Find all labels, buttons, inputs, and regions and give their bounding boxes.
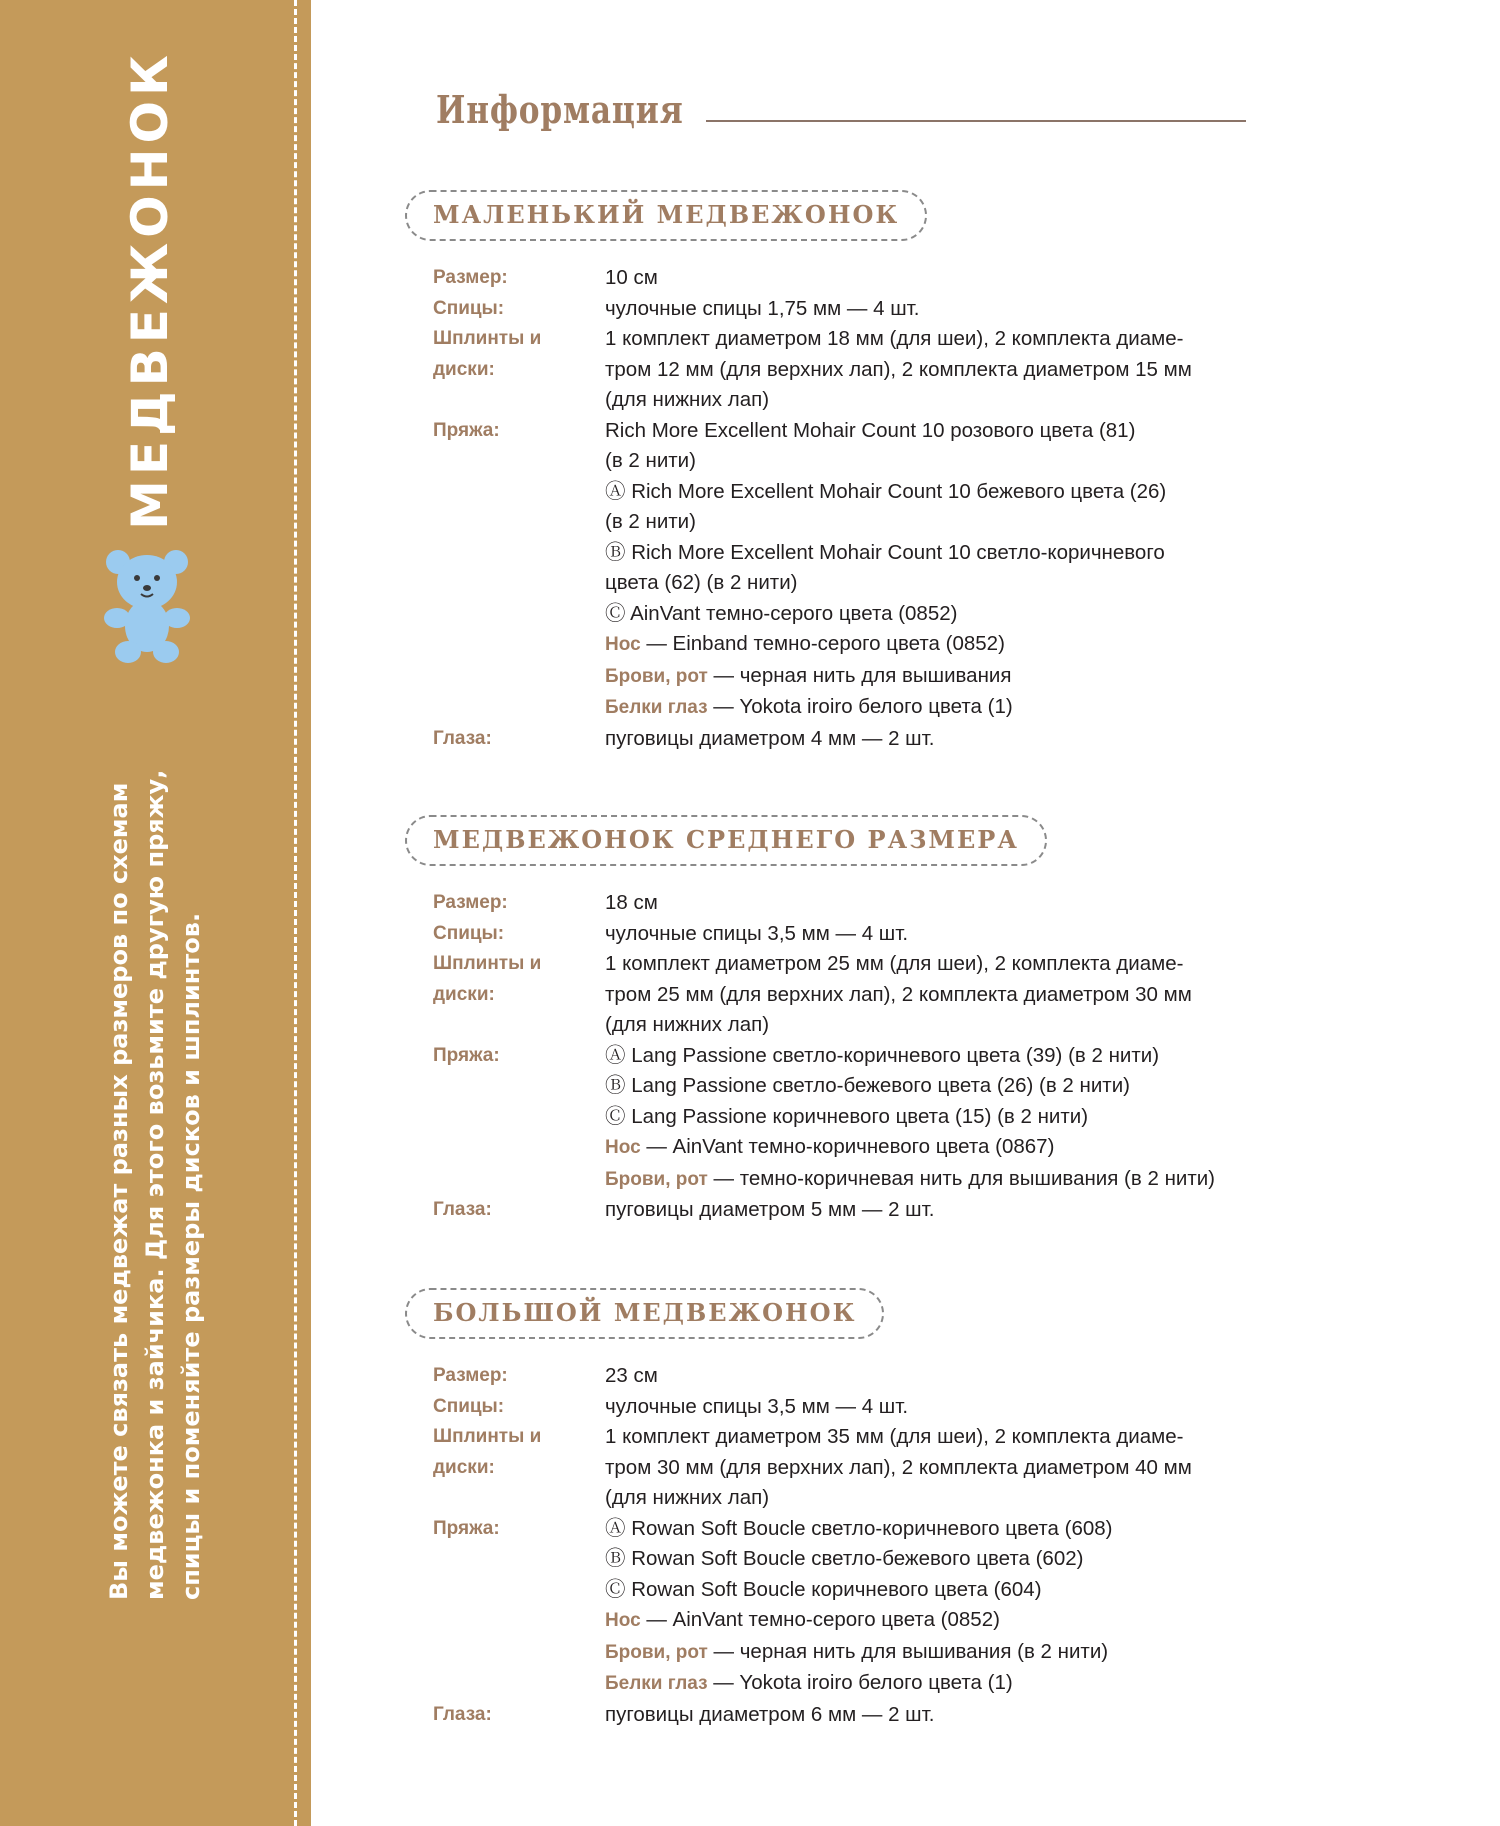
yarn-line: (в 2 нити) [605,510,696,533]
yarn-line: Ⓐ Rich More Excellent Mohair Count 10 бежевого цвета (26) [605,479,1167,503]
extra-line [605,692,1265,724]
joints-row [433,1422,1265,1514]
section-large-bear [405,1288,1265,1730]
yarn-row [433,1041,1265,1196]
needles-label: Спицы: [433,922,505,944]
brows-label: Брови, рот [605,665,708,687]
nose-label: Нос [605,634,641,655]
brows-text: — черная нить для вышивания [707,663,1012,687]
teddy-bear-icon [104,548,190,664]
size-row [433,1361,1265,1392]
yarn-row [433,1514,1265,1700]
joints-label: Шплинты и диски: [433,1426,542,1478]
extra-line [605,1605,1265,1637]
yarn-line: цвета (62) (в 2 нити) [605,571,798,594]
yarn-line: Ⓑ Rowan Soft Boucle светло-бежевого цвета (602) [605,1547,1084,1570]
section-title: БОЛЬШОЙ МЕДВЕЖОНОК [405,1288,884,1339]
eye-whites-label: Белки глаз [605,697,708,718]
yarn-row [433,416,1265,724]
yarn-label: Пряжа: [433,1517,500,1539]
extra-line [605,1637,1265,1669]
joints-line: (для нижних лап) [605,1486,770,1509]
section-small-bear [405,190,1265,754]
brows-text: — темно-коричневая нить для вышивания (в 2 нити) [707,1166,1216,1190]
size-value: 18 см [605,891,658,914]
yarn-label: Пряжа: [433,1044,500,1066]
yarn-label: Пряжа: [433,419,500,441]
size-value: 23 см [605,1364,658,1387]
joints-label: Шплинты и диски: [433,328,542,380]
nose-label: Нос [605,1137,641,1158]
yarn-line: Ⓒ AinVant темно-серого цвета (0852) [605,601,958,625]
needles-label: Спицы: [433,297,505,319]
nose-text: — AinVant темно-коричневого цвета (0867) [640,1135,1055,1158]
eye-whites-label: Белки глаз [605,1673,708,1694]
joints-line: тром 30 мм (для верхних лап), 2 комплекта диаметром 40 мм [605,1455,1192,1479]
needles-label: Спицы: [433,1395,505,1417]
nose-text: — Einband темно-серого цвета (0852) [640,632,1005,655]
brows-label: Брови, рот [605,1168,708,1190]
section-medium-bear [405,815,1265,1226]
eyes-value: пуговицы диаметром 6 мм — 2 шт. [605,1702,935,1726]
eyes-label: Глаза: [433,727,492,749]
eyes-row [433,1700,1265,1731]
sidebar-note: Вы можете связать медвежат разных размеров по схемам медвежонка и зайчика. Для этого возьмите другую пряжу, спицы и поменяйте размеры дисков и шплинтов. [105,769,205,1600]
needles-value: чулочные спицы 1,75 мм — 4 шт. [605,296,920,320]
joints-line: 1 комплект диаметром 25 мм (для шеи), 2 комплекта диаме- [605,952,1184,975]
page-title-text: Информация [436,87,684,132]
title-rule [706,120,1246,122]
extra-line [605,629,1265,661]
page-title [436,72,1246,132]
brows-label: Брови, рот [605,1641,708,1663]
eyes-value: пуговицы диаметром 5 мм — 2 шт. [605,1198,935,1221]
size-label: Размер: [433,267,508,288]
size-row [433,263,1265,294]
joints-row [433,324,1265,416]
joints-line: (для нижних лап) [605,388,770,411]
brows-text: — черная нить для вышивания (в 2 нити) [707,1639,1109,1663]
needles-value: чулочные спицы 3,5 мм — 4 шт. [605,1394,909,1418]
eyes-row [433,724,1265,755]
extra-line [605,1164,1265,1196]
extra-line [605,661,1265,693]
yarn-line: Ⓑ Lang Passione светло-бежевого цвета (26) (в 2 нити) [605,1074,1130,1097]
joints-line: (для нижних лап) [605,1013,770,1036]
joints-line: тром 25 мм (для верхних лап), 2 комплекта диаметром 30 мм [605,982,1192,1006]
yarn-line: Rich More Excellent Mohair Count 10 розового цвета (81) [605,418,1136,442]
eyes-row [433,1195,1265,1226]
eyes-label: Глаза: [433,1703,492,1725]
joints-line: 1 комплект диаметром 18 мм (для шеи), 2 комплекта диаме- [605,327,1184,350]
joints-label: Шплинты и диски: [433,953,542,1005]
stitch-line [294,0,297,1826]
size-label: Размер: [433,892,508,913]
section-title: МАЛЕНЬКИЙ МЕДВЕЖОНОК [405,190,927,241]
joints-line: тром 12 мм (для верхних лап), 2 комплекта диаметром 15 мм [605,357,1192,381]
eye-whites-text: — Yokota iroiro белого цвета (1) [707,1671,1013,1694]
eyes-label: Глаза: [433,1199,492,1220]
nose-text: — AinVant темно-серого цвета (0852) [640,1608,1000,1631]
yarn-line: Ⓑ Rich More Excellent Mohair Count 10 светло-коричневого [605,540,1165,564]
needles-row [433,294,1265,325]
sidebar-title: МЕДВЕЖОНОК [121,50,179,530]
extra-line [605,1668,1265,1700]
joints-line: 1 комплект диаметром 35 мм (для шеи), 2 комплекта диаме- [605,1425,1184,1448]
sidebar [0,0,311,1826]
size-label: Размер: [433,1365,508,1386]
yarn-line: Ⓒ Lang Passione коричневого цвета (15) (в 2 нити) [605,1104,1089,1128]
yarn-line: Ⓐ Rowan Soft Boucle светло-коричневого цвета (608) [605,1516,1113,1540]
extra-line [605,1132,1265,1164]
yarn-line: Ⓒ Rowan Soft Boucle коричневого цвета (604) [605,1577,1042,1601]
needles-value: чулочные спицы 3,5 мм — 4 шт. [605,921,909,945]
size-value: 10 см [605,266,658,289]
yarn-line: (в 2 нити) [605,449,696,472]
nose-label: Нос [605,1610,641,1631]
eye-whites-text: — Yokota iroiro белого цвета (1) [707,695,1013,718]
size-row [433,888,1265,919]
eyes-value: пуговицы диаметром 4 мм — 2 шт. [605,726,935,750]
needles-row [433,919,1265,950]
section-title: МЕДВЕЖОНОК СРЕДНЕГО РАЗМЕРА [405,815,1047,866]
joints-row [433,949,1265,1041]
yarn-line: Ⓐ Lang Passione светло-коричневого цвета (39) (в 2 нити) [605,1043,1160,1067]
needles-row [433,1392,1265,1423]
